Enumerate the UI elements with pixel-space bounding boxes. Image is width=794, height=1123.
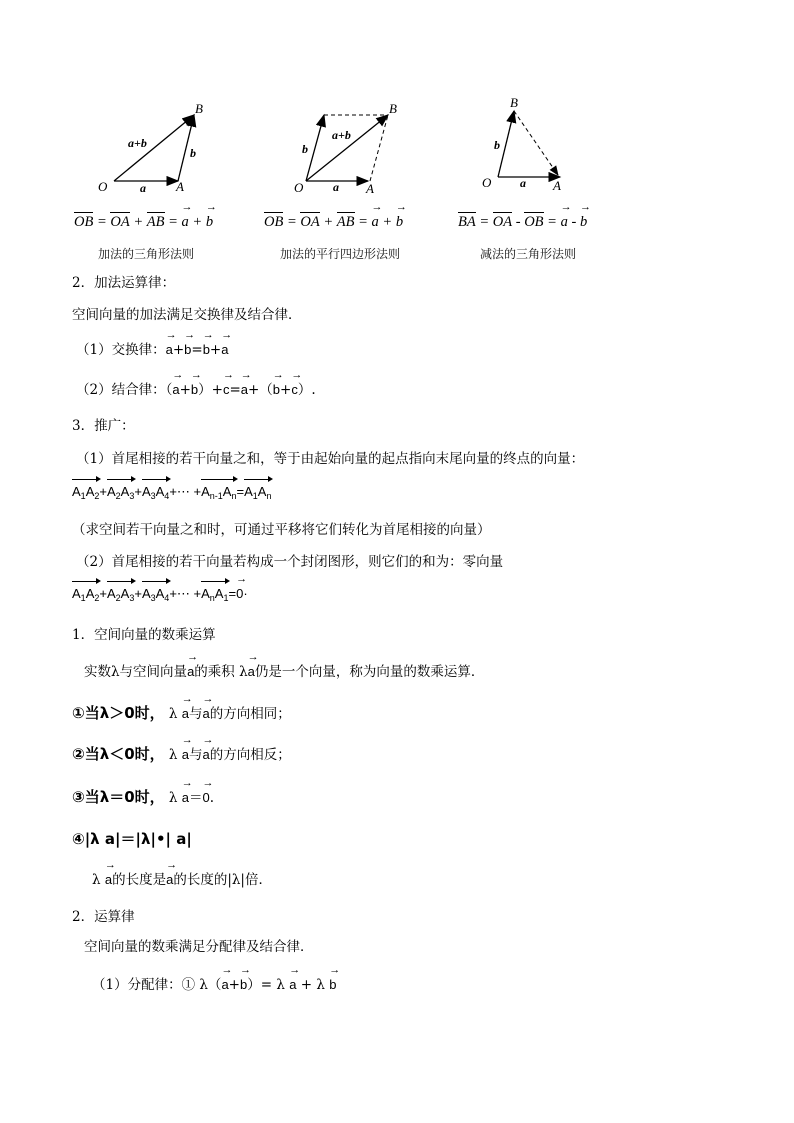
- formula-triangle-addition: OB = OA + AB = → a + → b: [74, 214, 213, 231]
- label-a: a: [333, 180, 339, 194]
- figure-triangle-subtraction: [474, 95, 594, 200]
- vector-b: [498, 111, 514, 177]
- formula-parallelogram-addition: OB = OA + AB = → a + → b: [264, 214, 403, 231]
- label-b: b: [190, 146, 196, 160]
- commutative-law: （1）交换律：→ a+→ b=→ b+→ a: [76, 338, 228, 358]
- sum-chain-formula: $A_1A_2+A_2A_3+A_3A_4+\cdots +A_{n-1}A_n=A_1A_n$: [72, 484, 272, 501]
- case-negative: ②当λ＜0时， λ → a与→ a的方向相反；: [72, 743, 291, 764]
- figure-triangle-addition: [70, 95, 250, 200]
- caption-triangle-subtraction: 减法的三角形法则: [480, 247, 577, 261]
- label-b: b: [494, 138, 500, 152]
- dashed-right: [370, 115, 388, 181]
- extend-1: （1）首尾相接的若干向量之和，等于由起始向量的起点指向末尾向量的终点的向量：: [76, 451, 585, 467]
- label-a-plus-b: a+b: [332, 128, 351, 142]
- formula-triangle-subtraction: BA = OA - OB = → a - → b: [458, 214, 587, 231]
- scalar-definition: 实数λ与空间向量→ a的乘积 λ→ a仍是一个向量，称为向量的数乘运算．: [84, 660, 484, 680]
- point-O: O: [482, 175, 492, 190]
- figure-parallelogram-addition: [282, 95, 422, 200]
- point-A: A: [176, 179, 184, 194]
- vector-a-plus-b: [306, 115, 388, 181]
- heading-operation-laws: 2．运算律: [72, 909, 135, 925]
- point-B: B: [389, 101, 397, 116]
- distributive-law: （1）分配律：① λ（→ a+→ b）= λ → a + λ → b: [92, 973, 336, 993]
- extend-note: （求空间若干向量之和时，可通过平移将它们转化为首尾相接的向量）: [72, 522, 491, 538]
- caption-parallelogram-addition: 加法的平行四边形法则: [280, 247, 401, 261]
- label-b: b: [302, 142, 308, 156]
- heading-scalar-mult: 1．空间向量的数乘运算: [72, 627, 216, 643]
- point-A: A: [553, 178, 561, 193]
- label-a: a: [520, 176, 526, 190]
- label-a-plus-b: a+b: [128, 136, 147, 150]
- point-B: B: [510, 95, 518, 110]
- point-B: B: [195, 101, 203, 116]
- ops-intro: 空间向量的数乘满足分配律及结合律．: [84, 939, 314, 955]
- length-relation: λ → a的长度是→ a的长度的|λ|倍．: [92, 868, 272, 888]
- extend-2: （2）首尾相接的若干向量若构成一个封闭图形，则它们的和为：零向量: [76, 554, 504, 570]
- vector-a-minus-b: [514, 111, 558, 175]
- case-magnitude: ④|λ a|＝|λ|•| a|: [72, 830, 192, 848]
- heading-add-laws: 2．加法运算律：: [72, 275, 176, 291]
- point-O: O: [294, 180, 304, 195]
- vector-a-plus-b: [114, 115, 194, 181]
- heading-extend: 3．推广：: [72, 418, 135, 434]
- add-laws-intro: 空间向量的加法满足交换律及结合律．: [72, 307, 302, 323]
- caption-triangle-addition: 加法的三角形法则: [98, 247, 195, 261]
- associative-law: （2）结合律：（→ a+→ b）+→ c=→ a+（→ b+→ c）.: [76, 378, 316, 398]
- vector-b: [306, 115, 324, 181]
- case-positive: ①当λ＞0时， λ → a与→ a的方向相同；: [72, 702, 291, 723]
- point-A: A: [366, 181, 374, 196]
- label-a: a: [140, 181, 146, 195]
- closed-loop-formula: $A_1A_2+A_2A_3+A_3A_4+\cdots +A_nA_1=\to 0\cdot$: [72, 586, 248, 603]
- point-O: O: [98, 179, 108, 194]
- case-zero: ③当λ＝0时， λ → a＝→ 0.: [72, 786, 214, 807]
